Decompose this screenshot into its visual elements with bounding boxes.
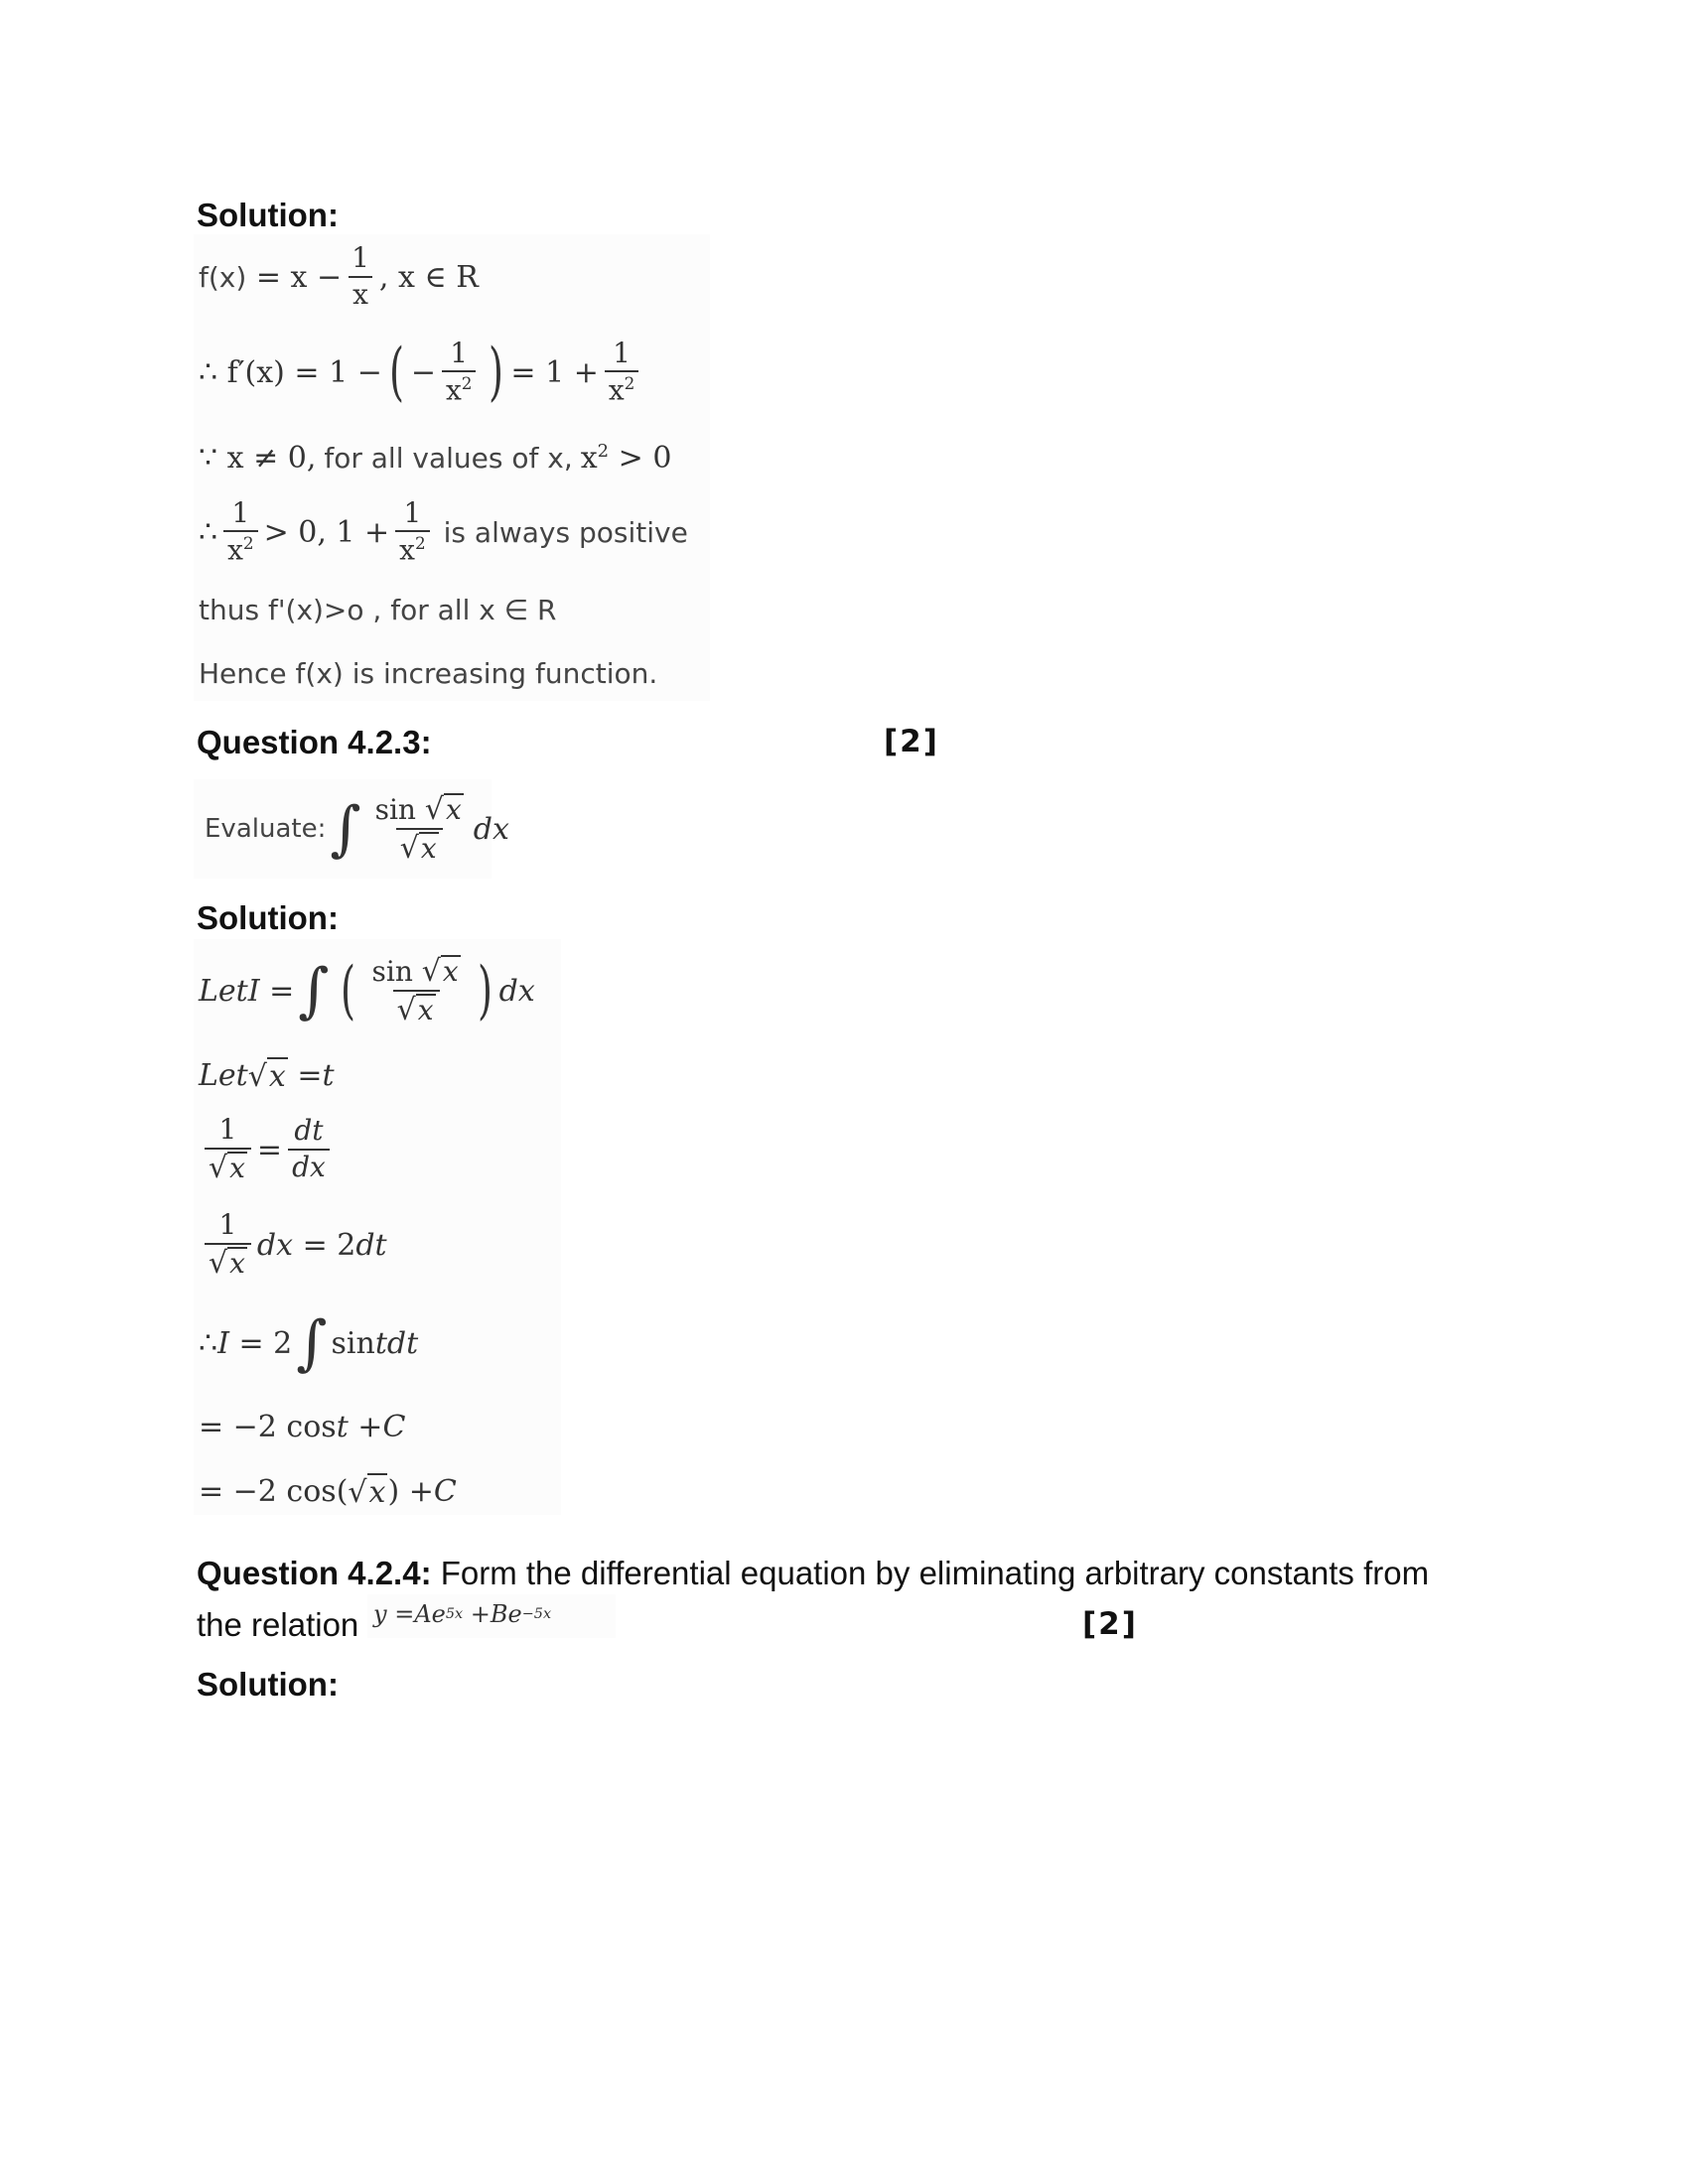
equation-derivative: ∴ f′(x) = 1 − ( − $\frac{1}{x^2}$ ) = 1 + $\frac{1}{x^2}$ (199, 328, 644, 417)
question-4-2-4-text-2: the relation (197, 1606, 359, 1643)
equation-evaluate-integral: Evaluate: ∫ sin √ x √ x dx (205, 792, 509, 866)
for-all-values-text: for all values of x, (324, 441, 573, 475)
fx-label: f(x) (199, 260, 247, 294)
conclusion-derivative-positive: thus f'(x)>o , for all x ∈ R (199, 593, 557, 626)
question-4-2-3-heading: Question 4.2.3: (197, 724, 432, 760)
equation-differential: 1 √ x dx = 2 dt (199, 1203, 387, 1287)
equation-relation: y = Ae 5x + Be −5x (373, 1600, 552, 1628)
equation-derivative-substitution: 1 √ x = $\frac{dt}{dx}$ (199, 1108, 336, 1191)
solution-heading-1: Solution: (197, 197, 339, 233)
question-4-2-3-marks: [2] (884, 724, 939, 759)
equation-let-i: LetI = ∫ ( sin √ x √ x ) dx (199, 954, 535, 1027)
solution-heading-3: Solution: (197, 1666, 339, 1703)
conclusion-increasing-function: Hence f(x) is increasing function. (199, 656, 658, 690)
solution-heading-2: Solution: (197, 899, 339, 936)
always-positive-text: is always positive (443, 515, 688, 549)
question-4-2-4-label: Question 4.2.4: (197, 1555, 432, 1591)
equation-x-nonzero: ∵ x ≠ 0, for all values of x, $x^2 > 0$ (199, 440, 672, 476)
equation-fx-definition: f(x) = x − $\frac{1}{x}$ , x ∈ R (199, 241, 479, 311)
question-4-2-4-text-1: Form the differential equation by eliminating arbitrary constants from (440, 1555, 1430, 1591)
equation-result-t: = −2 cos t + C (199, 1409, 406, 1444)
fraction-1-over-x: $\frac{1}{x}$ (348, 243, 373, 311)
question-4-2-4-marks: [2] (1082, 1606, 1138, 1642)
evaluate-label: Evaluate: (205, 814, 327, 844)
equation-integral-t: ∴ I = 2 ∫ sin tdt (199, 1308, 419, 1378)
equation-substitution: Let √ x = t (199, 1057, 335, 1094)
equation-always-positive: ∴ $\frac{1}{x^2}$ > 0, 1 + $\frac{1}{x^2}$ is always positive (199, 495, 688, 567)
question-4-2-4-line-1 (197, 1555, 1487, 1592)
equation-final-result: = −2 cos( √ x ) + C (199, 1473, 457, 1510)
